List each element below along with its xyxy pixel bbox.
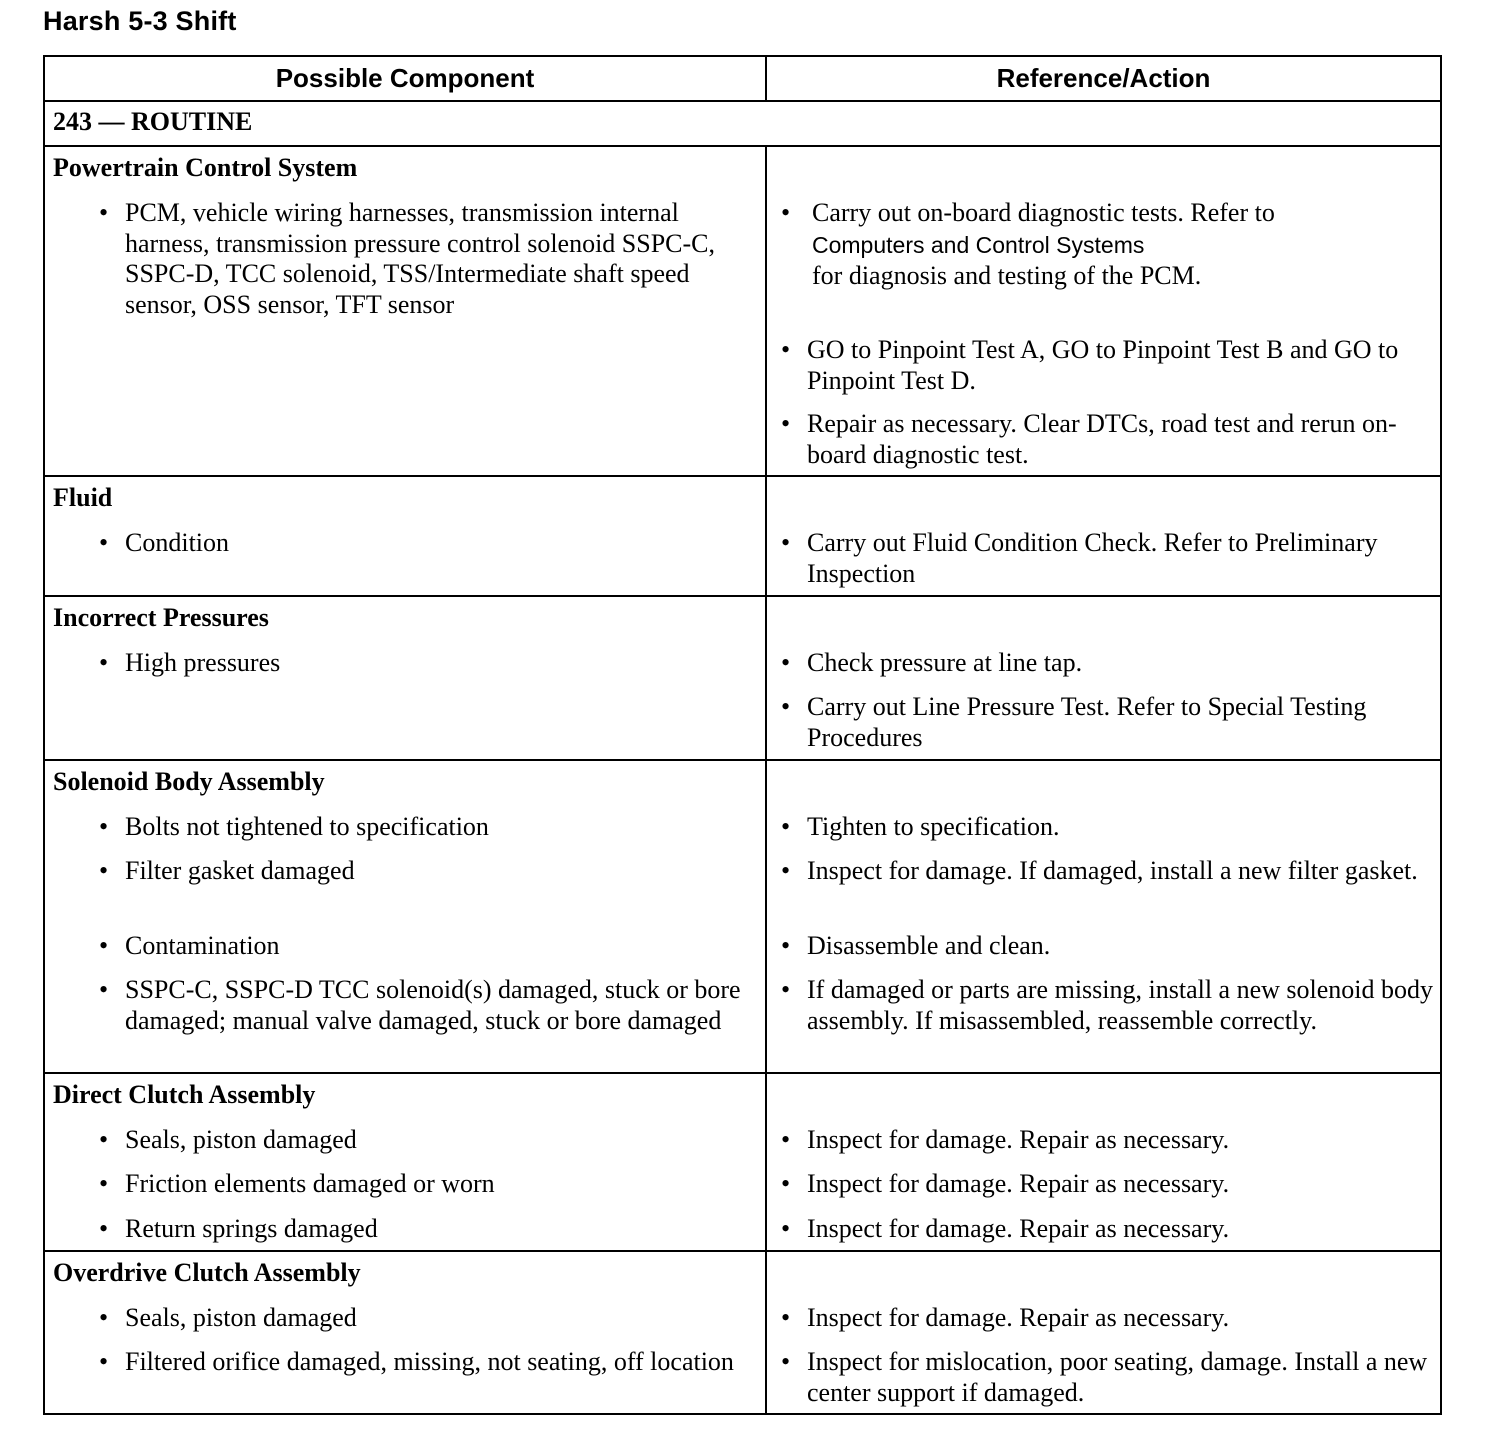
- component-text: Bolts not tightened to specification: [125, 812, 489, 841]
- action-item: [781, 1347, 1434, 1408]
- section-title: Solenoid Body Assembly: [53, 767, 325, 796]
- action-cell-pressures: [767, 597, 1440, 761]
- action-item: [781, 198, 1434, 291]
- action-item: [781, 1214, 1434, 1245]
- bullet-icon: •: [781, 1169, 791, 1198]
- bullet-icon: •: [781, 335, 791, 364]
- page-title: Harsh 5-3 Shift: [43, 6, 237, 36]
- component-item: [99, 856, 755, 887]
- action-item: [781, 1169, 1434, 1200]
- column-header-component: Possible Component: [45, 57, 767, 102]
- diagnosis-table: [43, 55, 1442, 1415]
- action-text: for diagnosis and testing of the PCM.: [812, 260, 1202, 290]
- action-text: Inspect for damage. If damaged, install a new filter gasket.: [807, 856, 1418, 885]
- component-text: PCM, vehicle wiring harnesses, transmission internal harness, transmission pressure control solenoid SSPC-C, SSPC-D, TCC solenoid, TSS/Intermediate shaft speed sensor, OSS sensor, TFT sensor: [125, 198, 716, 319]
- bullet-icon: •: [781, 692, 791, 721]
- reference-link[interactable]: Computers and Control Systems: [812, 231, 1145, 258]
- component-item: [99, 528, 755, 559]
- action-item: [781, 648, 1434, 679]
- bullet-icon: •: [99, 198, 109, 227]
- component-text: Filtered orifice damaged, missing, not seating, off location: [125, 1347, 734, 1376]
- component-item: [99, 931, 755, 962]
- action-text: Inspect for damage. Repair as necessary.: [807, 1125, 1230, 1154]
- bullet-icon: •: [99, 856, 109, 885]
- component-item: [99, 975, 755, 1036]
- action-item: [781, 335, 1434, 396]
- bullet-icon: •: [781, 1303, 791, 1332]
- action-cell-direct-clutch: [767, 1074, 1440, 1252]
- bullet-icon: •: [781, 856, 791, 885]
- section-title: Incorrect Pressures: [53, 603, 269, 632]
- bullet-icon: •: [99, 1214, 109, 1243]
- component-item: [99, 1125, 755, 1156]
- action-text: Inspect for damage. Repair as necessary.: [807, 1303, 1230, 1332]
- action-text: Inspect for mislocation, poor seating, damage. Install a new center support if damaged.: [807, 1347, 1428, 1407]
- bullet-icon: •: [781, 1125, 791, 1154]
- action-cell-powertrain: [767, 147, 1440, 477]
- action-text: If damaged or parts are missing, install a new solenoid body assembly. If misassembled, reassemble correctly.: [807, 975, 1434, 1035]
- action-item: [781, 692, 1434, 753]
- component-text: Return springs damaged: [125, 1214, 378, 1243]
- component-text: Seals, piston damaged: [125, 1125, 357, 1154]
- bullet-icon: •: [99, 1125, 109, 1154]
- bullet-icon: •: [99, 528, 109, 557]
- bullet-icon: •: [99, 648, 109, 677]
- action-text: Carry out Line Pressure Test. Refer to Special Testing Procedures: [807, 692, 1367, 752]
- action-text: Inspect for damage. Repair as necessary.: [807, 1169, 1230, 1198]
- routine-row: [45, 102, 1440, 147]
- action-item: [781, 856, 1434, 887]
- component-item: [99, 1169, 755, 1200]
- column-header-action: Reference/Action: [767, 57, 1440, 102]
- action-text: GO to Pinpoint Test A, GO to Pinpoint Test B and GO to Pinpoint Test D.: [807, 335, 1399, 395]
- component-item: [99, 812, 755, 843]
- component-cell-fluid: [45, 477, 767, 597]
- bullet-icon: •: [781, 409, 791, 438]
- section-title: Fluid: [53, 483, 113, 512]
- component-cell-pressures: [45, 597, 767, 761]
- component-text: High pressures: [125, 648, 281, 677]
- component-cell-direct-clutch: [45, 1074, 767, 1252]
- bullet-icon: •: [781, 931, 791, 960]
- action-text: Tighten to specification.: [807, 812, 1060, 841]
- routine-label: 243 — ROUTINE: [53, 107, 253, 136]
- action-item: [781, 931, 1434, 962]
- component-text: SSPC-C, SSPC-D TCC solenoid(s) damaged, stuck or bore damaged; manual valve damaged, stuck or bore damaged: [125, 975, 741, 1035]
- component-cell-powertrain: [45, 147, 767, 477]
- action-item: [781, 812, 1434, 843]
- bullet-icon: •: [781, 528, 791, 557]
- action-item: [781, 1125, 1434, 1156]
- component-text: Contamination: [125, 931, 280, 960]
- component-item: [99, 648, 755, 679]
- bullet-icon: •: [781, 648, 791, 677]
- bullet-icon: •: [99, 975, 109, 1004]
- action-item: [781, 409, 1434, 470]
- bullet-icon: •: [99, 1169, 109, 1198]
- action-text: Carry out Fluid Condition Check. Refer to Preliminary Inspection: [807, 528, 1378, 588]
- section-title: Direct Clutch Assembly: [53, 1080, 316, 1109]
- action-cell-fluid: [767, 477, 1440, 597]
- component-text: Filter gasket damaged: [125, 856, 355, 885]
- action-cell-overdrive-clutch: [767, 1252, 1440, 1413]
- bullet-icon: •: [99, 1303, 109, 1332]
- component-item: [99, 1347, 755, 1378]
- action-text: Repair as necessary. Clear DTCs, road test and rerun on-board diagnostic test.: [807, 409, 1397, 469]
- bullet-icon: •: [781, 1347, 791, 1376]
- component-cell-solenoid: [45, 761, 767, 1074]
- action-cell-solenoid: [767, 761, 1440, 1074]
- action-text: Disassemble and clean.: [807, 931, 1051, 960]
- action-item: [781, 528, 1434, 589]
- component-text: Friction elements damaged or worn: [125, 1169, 495, 1198]
- bullet-icon: •: [781, 812, 791, 841]
- bullet-icon: •: [99, 931, 109, 960]
- action-text: Inspect for damage. Repair as necessary.: [807, 1214, 1230, 1243]
- component-text: Seals, piston damaged: [125, 1303, 357, 1332]
- action-text: Carry out on-board diagnostic tests. Refer to: [812, 198, 1275, 227]
- section-title: Powertrain Control System: [53, 153, 358, 182]
- section-title: Overdrive Clutch Assembly: [53, 1258, 361, 1287]
- bullet-icon: •: [781, 198, 791, 227]
- action-item: [781, 975, 1434, 1036]
- component-cell-overdrive-clutch: [45, 1252, 767, 1413]
- bullet-icon: •: [781, 1214, 791, 1243]
- bullet-icon: •: [99, 1347, 109, 1376]
- component-item: [99, 198, 755, 320]
- action-item: [781, 1303, 1434, 1334]
- component-text: Condition: [125, 528, 230, 557]
- component-item: [99, 1214, 755, 1245]
- bullet-icon: •: [781, 975, 791, 1004]
- action-text: Check pressure at line tap.: [807, 648, 1083, 677]
- bullet-icon: •: [99, 812, 109, 841]
- component-item: [99, 1303, 755, 1334]
